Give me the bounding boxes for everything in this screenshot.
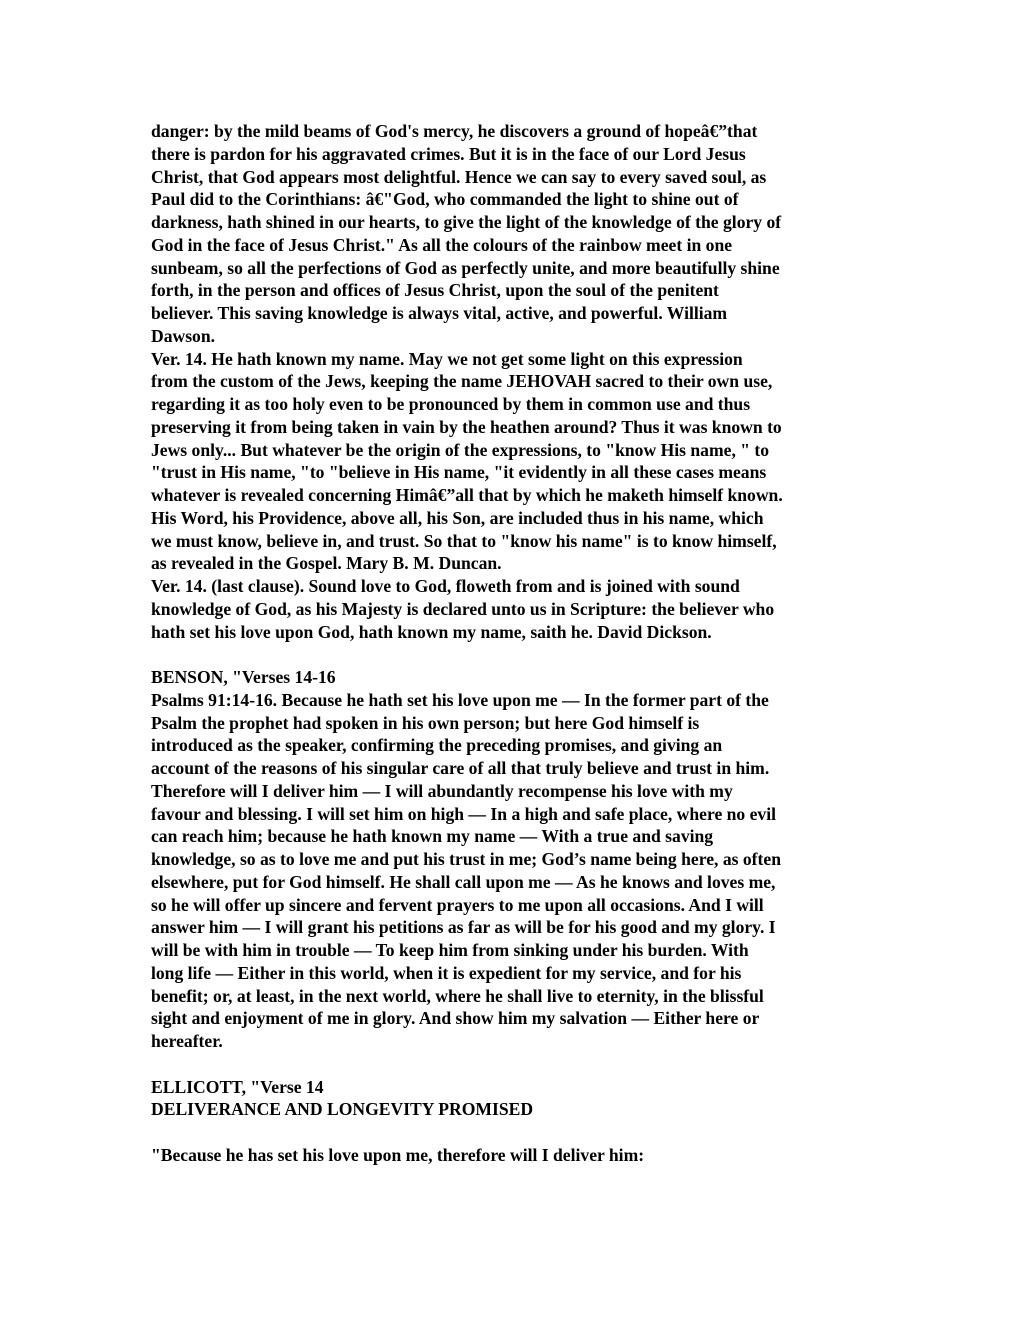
text-line: answer him — I will grant his petitions as far as will be for his good and my glory. I [151, 917, 776, 938]
text-line: believer. This saving knowledge is always vital, active, and powerful. William [151, 303, 728, 323]
text-line: Paul did to the Corinthians: â€"God, who commanded the light to shine out of [151, 189, 739, 210]
text-line: preserving it from being taken in vain by the heathen around? Thus it was known to [151, 416, 782, 437]
text-line: forth, in the person and offices of Jesus Christ, upon the soul of the penitent [151, 280, 719, 301]
paragraph-dawson [151, 120, 881, 348]
text-line: whatever is revealed concerning Himâ€”all that by which he maketh himself known. [151, 485, 783, 505]
text-line: so he will offer up sincere and fervent prayers to me upon all occasions. And I will [151, 894, 764, 915]
text-line: "Because he has set his love upon me, therefore will I deliver him: [151, 1144, 645, 1165]
text-line: regarding it as too holy even to be pronounced by them in common use and thus [151, 394, 751, 414]
text-line: can reach him; because he hath known my name — With a true and saving [151, 826, 714, 847]
text-line: danger: by the mild beams of God's mercy, he discovers a ground of hopeâ€”that [151, 121, 758, 141]
paragraph-benson [151, 666, 881, 1053]
text-line: Psalm the prophet had spoken in his own person; but here God himself is [151, 712, 700, 733]
text-line: benefit; or, at least, in the next world, where he shall live to eternity, in the blissful [151, 985, 764, 1006]
text-line: introduced as the speaker, confirming the preceding promises, and giving an [151, 735, 723, 756]
text-line: will be with him in trouble — To keep him from sinking under his burden. With [151, 940, 749, 960]
paragraph-duncan [151, 348, 881, 576]
text-line: Therefore will I deliver him — I will abundantly recompense his love with my [151, 780, 733, 801]
text-line: God in the face of Jesus Christ." As all the colours of the rainbow meet in one [151, 234, 733, 255]
text-line: darkness, hath shined in our hearts, to give the light of the knowledge of the glory of [151, 212, 782, 232]
text-line: Jews only... But whatever be the origin of the expressions, to "know His name, " to [151, 439, 770, 460]
paragraph-dickson [151, 575, 881, 643]
text-line: favour and blessing. I will set him on high — In a high and safe place, where no evil [151, 803, 777, 824]
section-heading-benson: BENSON, "Verses 14-16 [151, 667, 336, 687]
paragraph-ellicott-heading [151, 1076, 881, 1122]
text-line: hath set his love upon God, hath known my name, saith he. David Dickson. [151, 621, 712, 642]
text-line: Psalms 91:14-16. Because he hath set his love upon me — In the former part of the [151, 689, 769, 710]
text-line: from the custom of the Jews, keeping the name JEHOVAH sacred to their own use, [151, 371, 773, 392]
paragraph-verse-quote [151, 1144, 881, 1167]
text-line: Christ, that God appears most delightful. Hence we can say to every saved soul, as [151, 166, 767, 187]
text-line: Ver. 14. He hath known my name. May we not get some light on this expression [151, 348, 743, 369]
section-heading-ellicott: ELLICOTT, "Verse 14 [151, 1076, 324, 1097]
text-line: as revealed in the Gospel. Mary B. M. Duncan. [151, 553, 502, 574]
paragraph-spacer [151, 1053, 881, 1076]
text-line: His Word, his Providence, above all, his Son, are included thus in his name, which [151, 507, 764, 528]
text-line: elsewhere, put for God himself. He shall call upon me — As he knows and loves me, [151, 871, 776, 892]
text-line: we must know, believe in, and trust. So that to "know his name" is to know himself, [151, 530, 777, 551]
text-line: knowledge, so as to love me and put his trust in me; God’s name being here, as often [151, 849, 781, 869]
text-line: hereafter. [151, 1031, 223, 1051]
text-line: knowledge of God, as his Majesty is declared unto us in Scripture: the believer who [151, 598, 775, 619]
paragraph-spacer [151, 1121, 881, 1144]
text-line: account of the reasons of his singular care of all that truly believe and trust in him. [151, 758, 770, 778]
text-line: long life — Either in this world, when it is expedient for my service, and for his [151, 962, 742, 983]
text-line: sight and enjoyment of me in glory. And show him my salvation — Either here or [151, 1008, 760, 1029]
text-line: sunbeam, so all the perfections of God as perfectly unite, and more beautifully shine [151, 257, 780, 278]
text-line: there is pardon for his aggravated crimes. But it is in the face of our Lord Jesus [151, 143, 746, 164]
text-line: "trust in His name, "to "believe in His name, "it evidently in all these cases means [151, 462, 767, 483]
text-line: Dawson. [151, 325, 216, 346]
document-page [151, 120, 881, 1167]
section-subheading: DELIVERANCE AND LONGEVITY PROMISED [151, 1099, 534, 1120]
text-line: Ver. 14. (last clause). Sound love to God, floweth from and is joined with sound [151, 576, 740, 596]
paragraph-spacer [151, 643, 881, 666]
